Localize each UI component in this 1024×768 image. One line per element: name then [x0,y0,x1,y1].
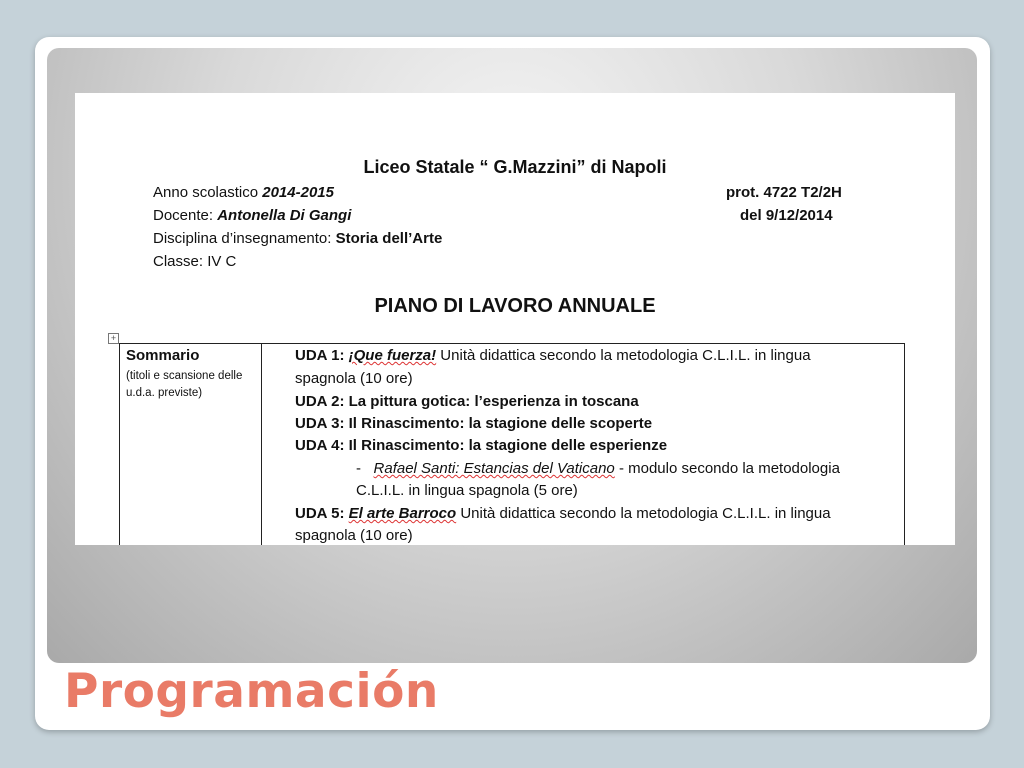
document-image [75,93,955,545]
uda4-line: UDA 4: Il Rinascimento: la stagione delle esperienze [295,437,668,454]
sommario-heading: Sommario [126,347,200,364]
uda2-line: UDA 2: La pittura gotica: l’esperienza in toscana [295,393,639,410]
plan-title: PIANO DI LAVORO ANNUALE [374,295,656,317]
slide-title: Programación [64,664,439,719]
table-divider [261,344,262,545]
uda1-line: UDA 1: ¡Que fuerza! Unità didattica secondo la metodologia C.L.I.L. in lingua [295,347,811,364]
content-table [119,343,905,545]
uda4-sub-cont: C.L.I.L. in lingua spagnola (5 ore) [356,482,578,499]
protocol-date: del 9/12/2014 [740,207,833,224]
anno-line: Anno scolastico 2014-2015 [153,184,334,201]
protocol-number: prot. 4722 T2/2H [726,184,842,201]
classe-line: Classe: IV C [153,253,237,270]
uda1-cont: spagnola (10 ore) [295,370,413,387]
sommario-note: (titoli e scansione delle u.d.a. previste) [126,370,243,399]
uda4-sub-line: - Rafael Santi: Estancias del Vaticano - modulo secondo la metodologia [356,460,840,477]
uda5-cont: spagnola (10 ore) [295,527,413,544]
uda5-line: UDA 5: El arte Barroco Unità didattica secondo la metodologia C.L.I.L. in lingua [295,505,831,522]
school-name: Liceo Statale “ G.Mazzini” di Napoli [363,157,667,177]
uda3-line: UDA 3: Il Rinascimento: la stagione delle scoperte [295,415,653,432]
disciplina-line: Disciplina d’insegnamento: Storia dell’Arte [153,230,443,247]
docente-line: Docente: Antonella Di Gangi [153,207,352,224]
table-move-handle-icon: + [108,333,119,344]
